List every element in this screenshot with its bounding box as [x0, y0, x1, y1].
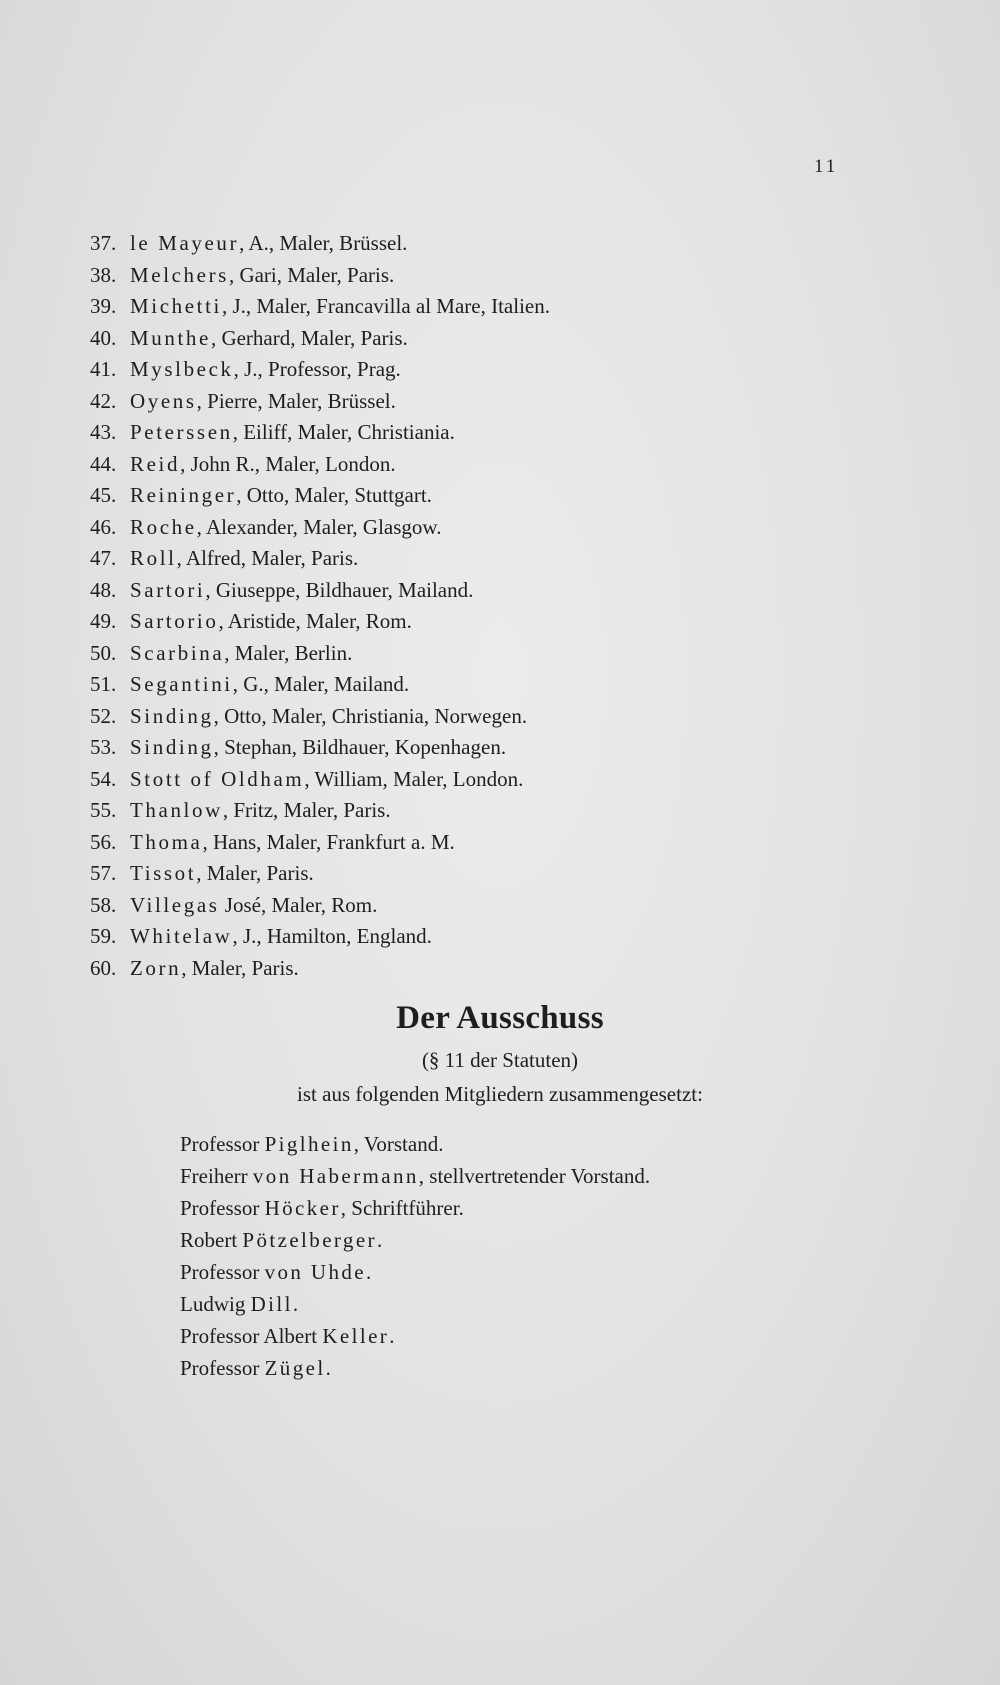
member-entry: 58. Villegas José, Maler, Rom. — [90, 892, 378, 917]
member-entry: 52. Sinding, Otto, Maler, Christiania, Norwegen. — [90, 703, 528, 728]
section-subtitle: (§ 11 der Statuten) — [421, 1048, 579, 1072]
committee-member: Robert Pötzelberger. — [180, 1228, 383, 1252]
member-entry: 60. Zorn, Maler, Paris. — [90, 955, 299, 980]
member-entry: 38. Melchers, Gari, Maler, Paris. — [90, 262, 395, 287]
section-title: Der Ausschuss — [396, 1000, 604, 1036]
committee-member: Freiherr von Habermann, stellvertretender Vorstand. — [180, 1164, 651, 1188]
committee-member: Professor Piglhein, Vorstand. — [180, 1132, 444, 1156]
member-entry: 42. Oyens, Pierre, Maler, Brüssel. — [90, 388, 396, 413]
member-entry: 39. Michetti, J., Maler, Francavilla al Mare, Italien. — [90, 294, 550, 318]
member-list — [90, 228, 550, 984]
member-entry: 41. Myslbeck, J., Professor, Prag. — [90, 357, 401, 381]
member-entry: 59. Whitelaw, J., Hamilton, England. — [90, 924, 432, 948]
member-entry: 53. Sinding, Stephan, Bildhauer, Kopenhagen. — [90, 735, 507, 759]
committee-member: Professor Zügel. — [180, 1356, 331, 1380]
section-intro: ist aus folgenden Mitgliedern zusammengesetzt: — [297, 1082, 703, 1106]
member-entry: 44. Reid, John R., Maler, London. — [90, 451, 396, 476]
member-entry: 46. Roche, Alexander, Maler, Glasgow. — [90, 514, 442, 539]
committee-member: Professor von Uhde. — [180, 1260, 372, 1284]
member-entry: 48. Sartori, Giuseppe, Bildhauer, Mailand. — [90, 577, 474, 602]
member-entry: 50. Scarbina, Maler, Berlin. — [90, 640, 353, 665]
committee-member: Professor Höcker, Schriftführer. — [180, 1196, 464, 1220]
member-entry: 45. Reininger, Otto, Maler, Stuttgart. — [90, 483, 432, 507]
member-entry: 47. Roll, Alfred, Maler, Paris. — [90, 546, 359, 570]
member-entry: 51. Segantini, G., Maler, Mailand. — [90, 672, 410, 696]
member-entry: 40. Munthe, Gerhard, Maler, Paris. — [90, 325, 408, 350]
member-entry: 55. Thanlow, Fritz, Maler, Paris. — [90, 798, 391, 822]
member-entry: 56. Thoma, Hans, Maler, Frankfurt a. M. — [90, 829, 455, 854]
page-number: 11 — [814, 156, 839, 177]
committee-list — [180, 1128, 650, 1384]
committee-member: Professor Albert Keller. — [180, 1324, 395, 1348]
member-entry: 49. Sartorio, Aristide, Maler, Rom. — [90, 609, 412, 633]
member-entry: 37. le Mayeur, A., Maler, Brüssel. — [90, 231, 408, 255]
committee-member: Ludwig Dill. — [180, 1292, 299, 1316]
member-entry: 54. Stott of Oldham, William, Maler, London. — [90, 766, 524, 791]
member-entry: 57. Tissot, Maler, Paris. — [90, 861, 314, 885]
member-entry: 43. Peterssen, Eiliff, Maler, Christiania. — [90, 420, 455, 444]
